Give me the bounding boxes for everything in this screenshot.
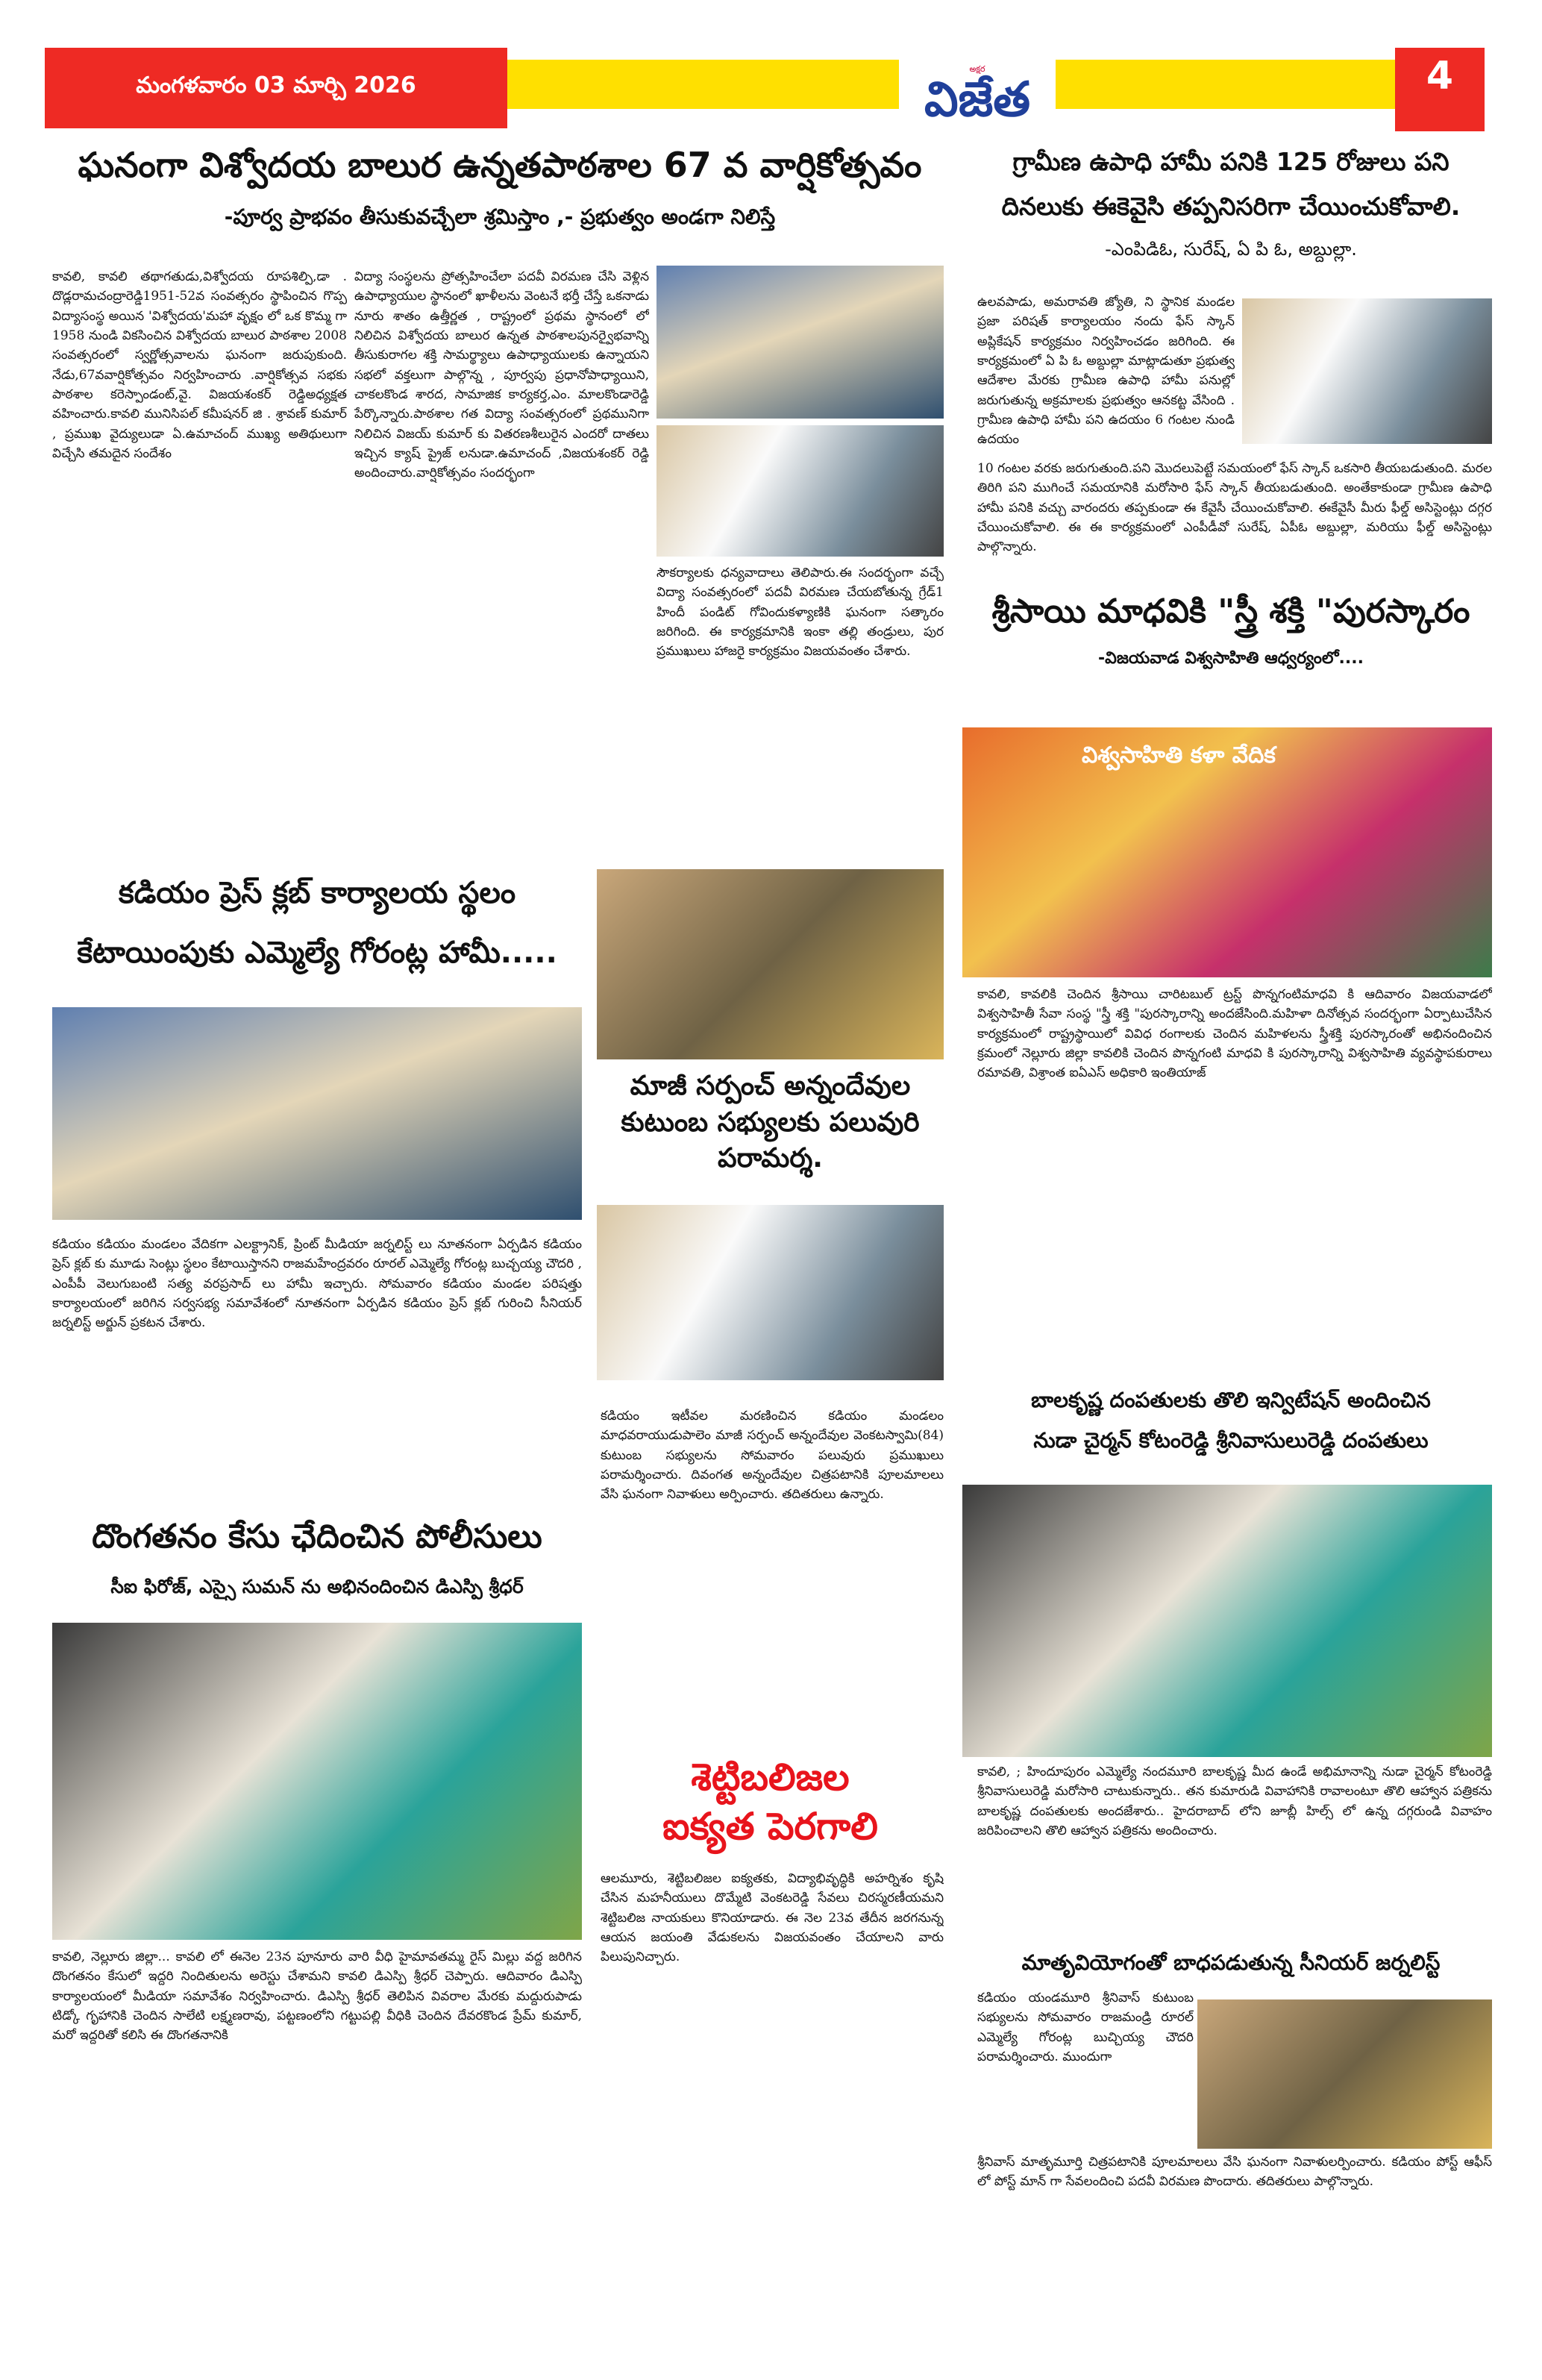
rural-headline-2: దినలుకు ఈకెవైసి తప్పనిసరిగా చేయించుకోవాలి. [1001,192,1461,221]
masthead-date: మంగళవారం 03 మార్చి 2026 [45,48,507,128]
rural-body-bottom: 10 గంటల వరకు జరుగుతుంది.పని మొదలుపెట్టే సమయంలో ఫేస్ స్కాన్ ఒకసారి తీయబడుతుంది. మరల తిరిగి పని ముగించే సమయానికి మరోసారి ఫేస్ స్కాన్ తీయబడుతుంది. అంతేకాకుండా గ్రామీణ ఉపాధి హామీ పనికి వచ్చు వారందరు తప్పకుండా ఈ కేవైసీ చేయించుకోవాలి. ఈకేవైసీ మీరు ఫీల్డ్ అసిస్టెంట్లు దగ్గర చేయించుకోవాలి. ఈ ఈ కార్యక్రమంలో ఎంపీడీవో సురేష్, ఏపీఓ అబ్దుల్లా, మరియు ఫీల్డ్ అసిస్టెంట్లు పాల్గొన్నారు. [977,461,1492,555]
rural-headline-1: గ్రామీణ ఉపాధి హామీ పనికి 125 రోజులు పని [1012,147,1449,176]
condolence-body: కడియం ఇటీవల మరణించిన కడియం మండలం మాధవరాయుడుపాలెం మాజీ సర్పంచ్ అన్నందేవుల వెంకటస్వామి(84) కుటుంబ సభ్యులను సోమవారం పలువురు ప్రముఖులు పరామర్శించారు. దివంగత అన్నందేవుల చిత్రపటానికి పూలమాలలు వేసి ఘనంగా నివాళులు అర్పించారు. తదితరులు ఉన్నారు. [601,1409,944,1503]
condolence-photo-2 [597,1205,944,1380]
condolence-headline: మాజీ సర్పంచ్ అన్నందేవుల కుటుంబ సభ్యులకు పలువురి పరామర్శ. [621,1071,920,1174]
photo-banner-text: విశ్వసాహితి కళా వేదిక [1082,742,1276,768]
journalist-photo [1197,1999,1492,2149]
newspaper-logo[interactable] [899,60,1056,128]
shettibalija-headline-1: శెట్టిబలిజల [691,1756,850,1799]
press-club-body: కడియం కడియం మండలం వేదికగా ఎలక్ట్రానిక్, ప్రింట్ మీడియా జర్నలిస్ట్ లు నూతనంగా ఏర్పడిన కడియం ప్రెస్ క్లబ్ కు మూడు సెంట్లు స్థలం కేటాయిస్తానని రాజమహేంద్రవరం రూరల్ ఎమ్మెల్యే గోరంట్ల బుచ్చయ్య చౌదరి , ఎంపీపీ వెలుగుబంటి సత్య వరప్రసాద్ లు హామీ ఇచ్చారు. సోమవారం కడియం మండల పరిషత్తు కార్యాలయంలో జరిగిన సర్వసభ్య సమావేశంలో నూతనంగా ఏర్పడిన కడియం ప్రెస్ క్లబ్ గురించి సీనియర్ జర్నలిస్ట్ అర్జున్ ప్రకటన చేశారు. [52,1237,582,1331]
stree-shakti-headline: శ్రీసాయి మాధవికి "స్త్రీ శక్తి "పురస్కారం [991,592,1470,630]
journalist-headline: మాతృవియోగంతో బాధపడుతున్న సీనియర్ జర్నలిస్ట్ [1021,1950,1441,1975]
invitation-body: కావలి, ; హిందూపురం ఎమ్మెల్యే నందమూరి బాలకృష్ణ మీద ఉండే అభిమానాన్ని నుడా చైర్మన్ కోటంరెడ్డి శ్రీనివాసులురెడ్డి మరోసారి చాటుకున్నారు.. తన కుమారుడి వివాహానికి రావాలంటూ తొలి ఆహ్వాన పత్రికను బాలకృష్ణ దంపతులకు అందజేశారు.. హైదరాబాద్ లోని జూబ్లీ హిల్స్ లో ఉన్న దగ్గరుండి వివాహం జరిపించాలని తొలి ఆహ్వాన పత్రికను అందించారు. [977,1764,1492,1839]
award-ceremony-photo [962,727,1492,977]
journalist-body-top: కడియం యండమూరి శ్రీనివాస్ కుటుంబ సభ్యులను సోమవారం రాజమండ్రి రూరల్ ఎమ్మెల్యే గోరంట్ల బుచ్చియ్య చౌదరి పరామర్శించారు. ముందుగా [977,1991,1194,2065]
school-headline: ఘనంగా విశ్వోదయ బాలుర ఉన్నతపాఠశాల 67 వ వార్షికోత్సవం [78,145,922,185]
invitation-headline-2: నుడా చైర్మన్ కోటంరెడ్డి శ్రీనివాసులురెడ్డి దంపతులు [1033,1428,1429,1453]
invitation-photo [962,1485,1492,1757]
police-body: కావలి, నెల్లూరు జిల్లా... కావలి లో ఈనెల 23న పూనూరు వారి వీధి హైమావతమ్మ రైస్ మిల్లు వద్ద జరిగిన దొంగతనం కేసులో ఇద్దరి నిందితులను అరెస్టు చేశామని కావలి డిఎస్పి శ్రీధర్ చెప్పారు. ఆదివారం డిఎస్పి కార్యాలయంలో మీడియా సమావేశం నిర్వహించారు. డిఎస్పి శ్రీధర్ తెలిపిన వివరాల మేరకు మద్దురుపాడు టిడ్కో గృహానికి చెందిన సాలేటి లక్ష్మణరావు, పట్టణంలోని గట్టుపల్లి వీధికి చెందిన దేవరకొండ ప్రేమ్ కుమార్, మరో ఇద్దరితో కలిసి ఈ దొంగతనానికి [52,1950,582,2044]
rural-meeting-photo [1242,298,1492,444]
school-body-col3: సౌకర్యాలకు ధన్యవాదాలు తెలిపారు.ఈ సందర్భంగా వచ్చే విద్యా సంవత్సరంలో పదవీ విరమణ చేయబోతున్న గ్రేడ్1 హిందీ పండిట్ గోవిందుకళ్యాణికి ఘనంగా సత్కారం జరిగింది. ఈ కార్యక్రమానికి ఇంకా తల్లి తండ్రులు, పుర ప్రముఖులు హాజరై కార్యక్రమం విజయవంతం చేశారు. [656,566,944,660]
police-headline: దొంగతనం కేసు ఛేదించిన పోలీసులు [92,1518,542,1556]
logo-tagline: అక్షర [969,64,985,74]
school-body-col2: విద్యా సంస్థలను ప్రోత్సహించేలా పదవీ విరమణ చేసి వెళ్లిన ఉపాధ్యాయుల స్థానంలో ఖాళీలను వెంటనే భర్తీ చేస్తే ఒకనాడు నూరు శాతం ఉత్తీర్ణత , రాష్ట్రంలో ప్రథమ స్థానంలో లో నిలిచిన విశ్వోదయ బాలుర ఉన్నత పాఠశాలపునర్వైభవాన్ని తీసుకురాగల శక్తి సామర్థ్యాలు ఉపాధ్యాయులకు ఉన్నాయని సభలో వక్తలుగా పాల్గొన్న , పూర్వపు ప్రధానోపాధ్యాయిని, చాకలకొండ శారద, సామాజిక కార్యకర్త,ఎం. మాలకొండారెడ్డి పేర్కొన్నారు.పాఠశాల గత విద్యా సంవత్సరంలో ప్రథమునిగా నిలిచిన విజయ్ కుమార్ కు వితరణశీలురైన ఎందరో దాతలు ఇచ్చిన క్యాష్ ప్రైజ్ లనుడా.ఉమాచంద్ ,విజయశంకర్ రెడ్డి అందించారు.వార్షికోత్సవం సందర్భంగా [354,269,649,481]
school-photo-2 [656,425,944,557]
logo-text: విజేత [924,72,1031,128]
condolence-photo-1 [597,869,944,1059]
press-club-group-photo [52,1007,582,1220]
police-subheadline: సీఐ ఫిరోజ్, ఎస్సై సుమన్ ను అభినందించిన డిఎస్పి శ్రీధర్ [110,1576,524,1597]
stree-shakti-body: కావలి, కావలికి చెందిన శ్రీసాయి చారిటబుల్ ట్రస్ట్ పొన్నగంటిమాధవి కి ఆదివారం విజయవాడలో విశ్వసాహితీ సేవా సంస్థ "స్త్రీ శక్తి "పురస్కారాన్ని అందజేసింది.మహిళా దినోత్సవ సందర్భంగా ఏర్పాటుచేసిన కార్యక్రమంలో రాష్ట్రస్థాయిలో వివిధ రంగాలకు చెందిన మహిళలను స్త్రీశక్తి పురస్కారంతో అభినందించిన క్రమంలో నెల్లూరు జిల్లా కావలికి చెందిన పొన్నగంటి మాధవి కి పురస్కారాన్ని విశ్వసాహితి వ్యవస్థాపకురాలు రమావతి, విశ్రాంత ఐఏఎస్ అధికారి ఇంతియాజ్ [977,987,1492,1081]
page-number: 4 [1395,48,1485,131]
press-club-headline-1: కడియం ప్రెస్ క్లబ్ కార్యాలయ స్థలం [118,876,516,910]
shettibalija-headline-2: ఐక్యత పెరగాలి [662,1805,878,1848]
journalist-body-bottom: శ్రీనివాస్ మాతృమూర్తి చిత్రపటానికి పూలమాలలు వేసి ఘనంగా నివాళులర్పించారు. కడియం పోస్ట్ ఆఫీస్ లో పోస్ట్ మాన్ గా సేవలందించి పదవీ విరమణ పొందారు. తదితరులు పాల్గొన్నారు. [977,2155,1492,2190]
press-club-headline-2: కేటాయింపుకు ఎమ్మెల్యే గోరంట్ల హామీ..... [77,936,557,970]
police-press-meet-photo [52,1623,582,1940]
school-photo-1 [656,266,944,419]
rural-byline: -ఎంపిడిఓ, సురేష్, ఏ పి ఓ, అబ్దుల్లా. [1105,239,1357,260]
stree-shakti-subheadline: -విజయవాడ విశ్వసాహితి ఆధ్వర్యంలో.... [1098,649,1364,668]
school-subheadline: -పూర్వ ప్రాభవం తీసుకువచ్చేలా శ్రమిస్తాం ,- ప్రభుత్వం అండగా నిలిస్తే [224,204,776,229]
invitation-headline-1: బాలకృష్ణ దంపతులకు తొలి ఇన్విటేషన్ అందించిన [1031,1388,1431,1412]
shettibalija-body: ఆలమూరు, శెట్టిబలిజల ఐక్యతకు, విద్యాభివృద్ధికి అహర్నిశం కృషి చేసిన మహనీయులు దొమ్మేటి వెంకటరెడ్డి సేవలు చిరస్మరణీయమని శెట్టిబలిజ నాయకులు కొనియాడారు. ఈ నెల 23వ తేదీన జరగనున్న ఆయన జయంతి వేడుకలను విజయవంతం చేయాలని వారు పిలుపునిచ్చారు. [601,1871,944,1965]
school-body-col1: కావలి, కావలి తథాగతుడు,విశ్వోదయ రూపశిల్పి,డా . దొడ్లరామచంద్రారెడ్డి1951-52వ సంవత్సరం స్థాపించిన గొప్ప విద్యాసంస్థ అయిన 'విశ్వోదయ'మహా వృక్షం లో ఒక కొమ్మ గా 1958 నుండి వికసించిన విశ్వోదయ బాలుర పాఠశాల 2008 సంవత్సరంలో స్వర్ణోత్సవాలను ఘనంగా జరుపుకుంది. నేడు,67వవార్షికోత్సవం నిర్వహించారు .వార్షికోత్సవ సభకు పాఠశాల కరెస్పాండంట్,వై. విజయశంకర్ రెడ్డిఅధ్యక్షత వహించారు.కావలి మునిసిపల్ కమీషనర్ జి . శ్రావణ్ కుమార్ , ప్రముఖ వైద్యులుడా ఏ.ఉమాచంద్ ముఖ్య అతిథులుగా విచ్చేసి తమదైన సందేశం [52,269,347,462]
rural-body-top: ఉలవపాడు, అమరావతి జ్యోతి, ని స్థానిక మండల ప్రజా పరిషత్ కార్యాలయం నందు ఫేస్ స్కాన్ అప్లికేషన్ కార్యక్రమం నిర్వహించడం జరిగింది. ఈ కార్యక్రమంలో ఏ పి ఓ అబ్దుల్లా మాట్లాడుతూ ప్రభుత్వ ఆదేశాల మేరకు గ్రామీణ ఉపాధి హామీ పనుల్లో జరుగుతున్న అక్రమాలకు ప్రభుత్వం ఆనకట్ట వేసింది . గ్రామీణ ఉపాధి హామీ పని ఉదయం 6 గంటల నుండి ఉదయం [977,295,1235,448]
